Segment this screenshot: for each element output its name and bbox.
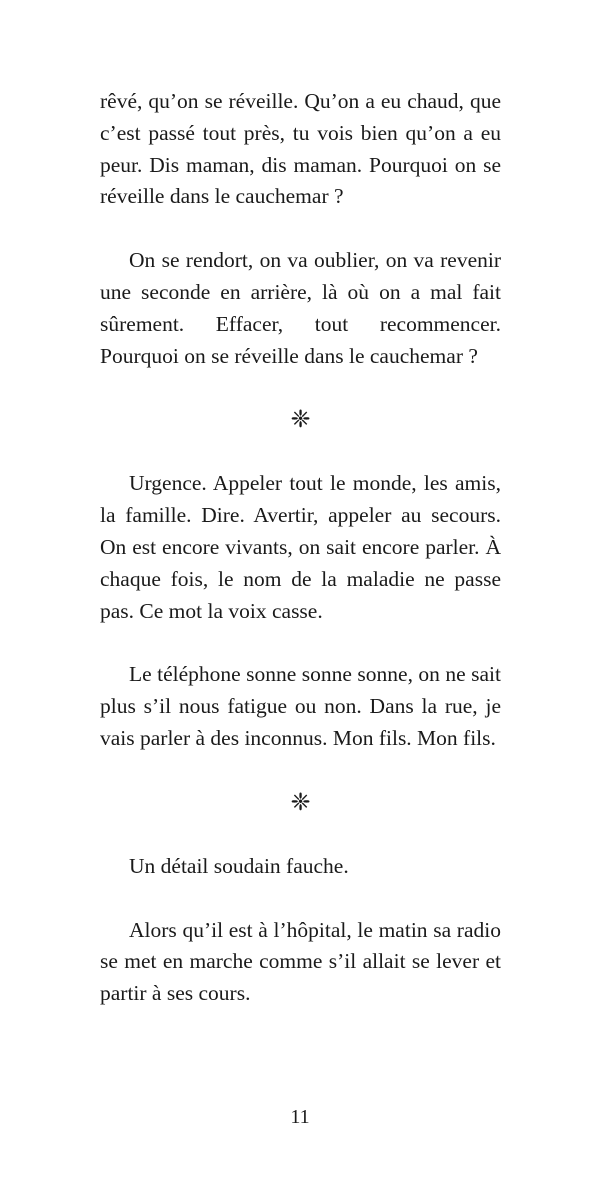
section-separator-icon: ❈ — [290, 789, 311, 816]
page-body — [100, 86, 501, 1010]
page-number: 11 — [290, 1106, 310, 1128]
section-separator-icon: ❈ — [290, 407, 311, 434]
paragraph-4: Le téléphone sonne sonne sonne, on ne sait plus s’il nous fatigue ou non. Dans la rue, je vais parler à des inconnus. Mon fils. Mon fils. — [100, 662, 501, 750]
paragraph-6: Alors qu’il est à l’hôpital, le matin sa radio se met en marche comme s’il allait se lever et partir à ses cours. — [100, 917, 501, 1006]
paragraph-gap — [100, 819, 501, 851]
paragraph-3: Urgence. Appeler tout le monde, les amis, la famille. Dire. Avertir, appeler au secours. On est encore vivants, on sait encore parler. À chaque fois, le nom de la maladie ne passe pas. Ce mot la voix casse. — [100, 471, 501, 623]
paragraph-gap — [100, 372, 501, 404]
paragraph-gap — [100, 883, 501, 915]
paragraph-5: Un détail soudain fauche. — [129, 853, 349, 878]
paragraph-gap — [100, 755, 501, 787]
paragraph-1: rêvé, qu’on se réveille. Qu’on a eu chaud, que c’est passé tout près, tu vois bien qu’on a eu peur. Dis maman, dis maman. Pourquoi on se réveille dans le cauchemar ? — [100, 89, 501, 209]
paragraph-gap — [100, 213, 501, 245]
paragraph-2: On se rendort, on va oublier, on va revenir une seconde en arrière, là où on a mal fait sûrement. Effacer, tout recommencer. Pourquoi on se réveille dans le cauchemar ? — [100, 248, 501, 368]
paragraph-gap — [100, 436, 501, 468]
paragraph-gap — [100, 627, 501, 659]
